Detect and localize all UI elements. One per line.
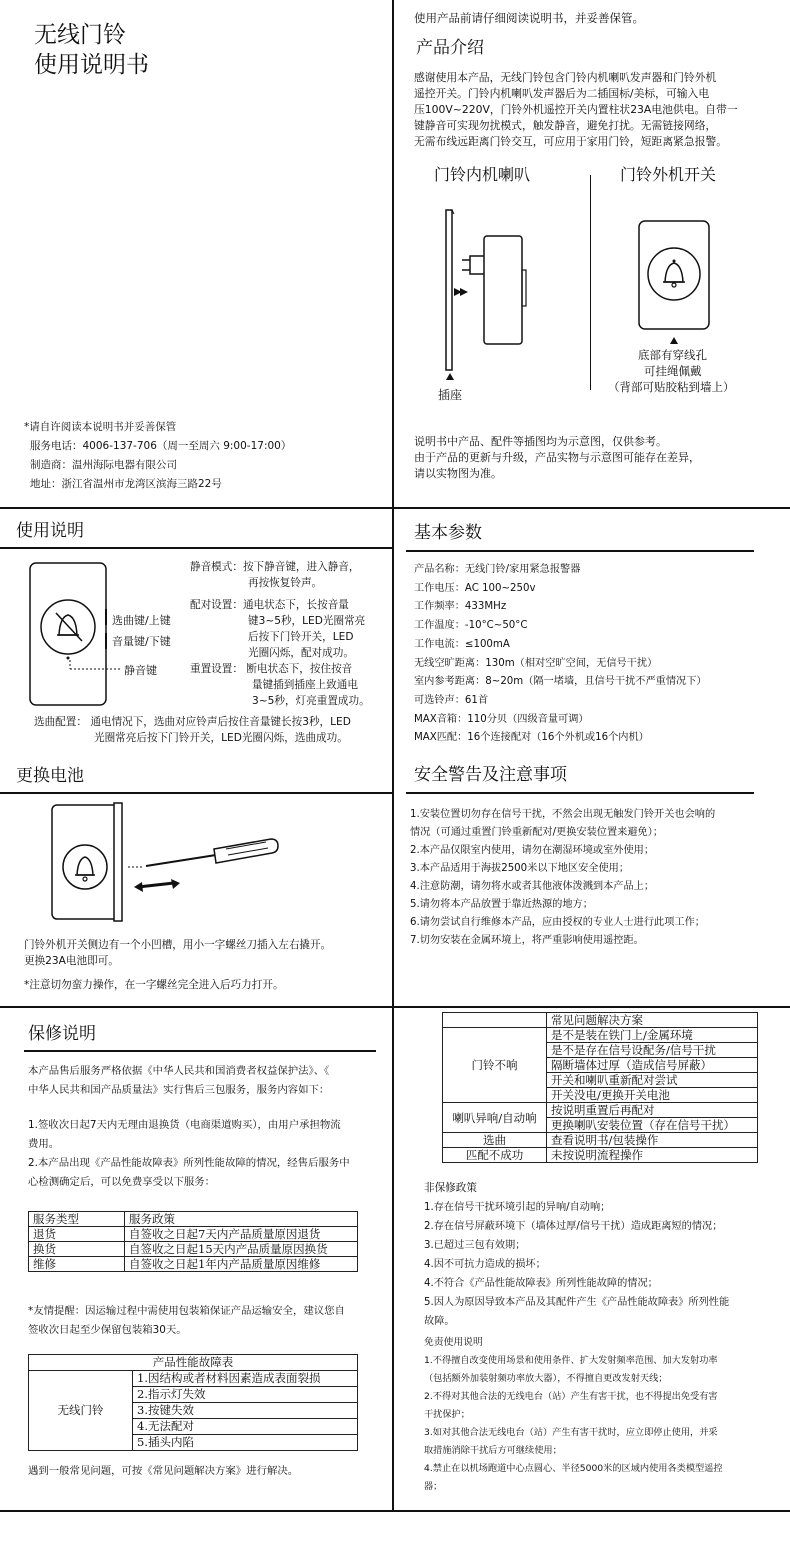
- intro-paragraph: 感谢使用本产品，无线门铃包含门铃内机喇叭发声器和门铃外机 遥控开关。门铃内机喇叭发声器后为二插国标/美标，可输入电 压100V~220V，门铃外机遥控开关内置柱状23A电池供电。自带一 键静音可实现勿扰模式，触发静音，避免打扰。无需链接网络， 无需布线远距离门铃交互，可应用于家用门铃，短距离紧急报警。: [414, 71, 738, 148]
- battery-replace-illustration: [46, 799, 316, 929]
- indoor-speaker-illustration: [424, 200, 544, 380]
- params-panel: [394, 509, 790, 1006]
- cover-service: 服务电话：4006-137-706（周一至周六 9:00-17:00）: [30, 440, 292, 452]
- table-row: 5.插头内陷: [29, 1435, 358, 1451]
- key-mute: 静音键: [124, 664, 157, 677]
- warranty-footer: 遇到一般常见问题，可按《常见问题解决方案》进行解决。: [28, 1465, 299, 1477]
- hole-arrow-icon: [670, 337, 678, 344]
- intro-top-note: 使用产品前请仔细阅读说明书，并妥善保管。: [414, 11, 644, 25]
- cover-maker: 制造商：温州海际电器有限公司: [30, 459, 177, 471]
- service-table-header: 服务类型 服务政策: [29, 1212, 358, 1227]
- faq-table: [442, 1012, 758, 1163]
- label-indoor-unit: 门铃内机喇叭: [434, 165, 531, 184]
- mute-mode-text: 静音模式：按下静音键，进入静音， 再按恢复铃声。: [190, 561, 360, 589]
- key-select-up: 选曲键/上键: [112, 614, 171, 627]
- cover-title-line1: 无线门铃: [34, 22, 126, 48]
- cover-panel: [0, 0, 392, 507]
- table-row: 喇叭异响/自动响 按说明重置后再配对: [443, 1103, 758, 1118]
- usage-heading-rule: [0, 547, 392, 549]
- table-row: 选曲 查看说明书/包装操作: [443, 1133, 758, 1148]
- intro-panel: [394, 0, 790, 507]
- fault-table-category: 无线门铃: [29, 1371, 133, 1451]
- hole-line2: 可挂绳佩戴: [644, 364, 702, 378]
- battery-heading-rule: [0, 792, 392, 794]
- table-row: 更换喇叭安装位置（存在信号干扰）: [443, 1118, 758, 1133]
- select-config-text: 选曲配置： 通电情况下，选曲对应铃声后按住音量键长按3秒，LED 光圈常亮后按下门铃开关，LED光圈闪烁，选曲成功。: [34, 716, 351, 744]
- nonwarranty-heading: 非保修政策: [424, 1182, 477, 1194]
- outdoor-switch-illustration: [634, 218, 714, 333]
- divider-vertical: [590, 175, 591, 390]
- warranty-tip: *友情提醒：因运输过程中需使用包装箱保证产品运输安全，建议您自 签收次日起至少保留包装箱30天。: [28, 1305, 345, 1336]
- table-row: 开关和喇叭重新配对尝试: [443, 1073, 758, 1088]
- row-divider-3: [0, 1510, 790, 1512]
- table-row: 隔断墙体过厚（造成信号屏蔽）: [443, 1058, 758, 1073]
- table-row: 维修 自签收之日起1年内产品质量原因维修: [29, 1257, 358, 1272]
- nonwarranty-list: 1.存在信号干扰环境引起的异响/自动响； 2.存在信号屏蔽环境下（墙体过厚/信号干扰）造成距离短的情况； 3.已超过三包有效期； 4.因不可抗力造成的损坏； 4.不符合《产品性能故障表》所列性能故障的情况； 5.因人为原因导致本产品及其配件产生《产品性能故障表》所列性能 故障。: [424, 1202, 730, 1327]
- faq-problem: 门铃不响: [443, 1028, 547, 1103]
- table-row: 门铃不响 是不是装在铁门上/金属环境: [443, 1028, 758, 1043]
- cover-address: 地址：浙江省温州市龙湾区滨海三路22号: [30, 478, 222, 490]
- warranty-heading: 保修说明: [28, 1024, 96, 1044]
- key-volume-down: 音量键/下键: [112, 635, 171, 648]
- safety-heading: 安全警告及注意事项: [414, 765, 567, 785]
- warranty-para2: 1.签收次日起7天内无理由退换货（电商渠道购买），由用户承担物流 费用。 2.本产品出现《产品性能故障表》所列性能故障的情况，经售后服务中 心检测确定后，可以免费享受以下服务：: [28, 1119, 350, 1188]
- free-list: 1.不得擅自改变使用场景和使用条件、扩大发射频率范围、加大发射功率 （包括额外加装射频功率放大器），不得擅自更改发射天线； 2.不得对其他合法的无线电台（站）产生有害干扰，也不得提出免受有害 干扰保护； 3.如对其他合法无线电台（站）产生有害干扰时，应立即停止使用，并采 取措施消除干扰后方可继续使用； 4.禁止在以机场跑道中心点圆心、半径5000米的区域内使用各类模型遥控 器；: [424, 1355, 723, 1492]
- fault-table-title: 产品性能故障表: [29, 1355, 358, 1371]
- warranty-heading-rule: [24, 1050, 376, 1052]
- warranty-panel: [0, 1008, 392, 1510]
- faq-problem: 喇叭异响/自动响: [443, 1103, 547, 1133]
- table-row: 匹配不成功 未按说明流程操作: [443, 1148, 758, 1163]
- params-heading-rule: [406, 550, 754, 552]
- table-row: 4.无法配对: [29, 1419, 358, 1435]
- warranty-para1: 本产品售后服务严格依据《中华人民共和国消费者权益保护法》、《 中华人民共和国产品质量法》实行售后三包服务，服务内容如下：: [28, 1065, 330, 1096]
- table-row: 2.指示灯失效: [29, 1387, 358, 1403]
- table-row: 无线门铃 1.因结构或者材料因素造成表面裂损: [29, 1371, 358, 1387]
- fault-table: [28, 1354, 358, 1451]
- battery-note: 门铃外机开关侧边有一个小凹槽，用小一字螺丝刀插入左右撬开。 更换23A电池即可。: [24, 939, 332, 967]
- usage-panel: [0, 509, 392, 1006]
- faq-table-header: 常见问题解决方案: [547, 1013, 758, 1028]
- faq-problem: 匹配不成功: [443, 1148, 547, 1163]
- table-row: 3.按键失效: [29, 1403, 358, 1419]
- free-heading: 免责使用说明: [424, 1337, 483, 1348]
- pair-mode-text: 配对设置：通电状态下，长按音量 键3~5秒，LED光圈常亮 后按下门铃开关，LED 光圈闪烁，配对成功。: [190, 599, 366, 659]
- socket-arrow-icon: [446, 373, 454, 380]
- usage-heading: 使用说明: [16, 521, 84, 541]
- hole-line3: （背部可贴胶粘到墙上）: [608, 380, 735, 394]
- reset-mode-text: 重置设置： 断电状态下，按住按音 量键插到插座上致通电 3~5秒，灯亮重置成功。: [190, 663, 370, 707]
- intro-disclaimer: 说明书中产品、配件等插图均为示意图，仅供参考。 由于产品的更新与升级，产品实物与示意图可能存在差异， 请以实物图为准。: [414, 435, 700, 480]
- label-outdoor-unit: 门铃外机开关: [620, 165, 717, 184]
- table-row: 是不是存在信号设配务/信号干扰: [443, 1043, 758, 1058]
- safety-heading-rule: [406, 792, 754, 794]
- table-row: 换货 自签收之日起15天内产品质量原因换货: [29, 1242, 358, 1257]
- table-row: 退货 自签收之日起7天内产品质量原因退货: [29, 1227, 358, 1242]
- hole-line1: 底部有穿线孔: [638, 348, 707, 362]
- faq-problem: 选曲: [443, 1133, 547, 1148]
- cover-title-line2: 使用说明书: [34, 52, 149, 78]
- socket-label: 插座: [438, 388, 463, 402]
- table-row: 开关没电/更换开关电池: [443, 1088, 758, 1103]
- cover-notice: *请自许阅读本说明书并妥善保管: [24, 421, 177, 433]
- service-table: [28, 1211, 358, 1272]
- intro-heading: 产品介绍: [416, 38, 484, 58]
- faq-panel: [394, 1008, 790, 1510]
- params-heading: 基本参数: [414, 523, 482, 543]
- battery-warning: *注意切勿蛮力操作，在一字螺丝完全进入后巧力打开。: [24, 979, 284, 991]
- safety-list: 1.安装位置切勿存在信号干扰，不然会出现无触发门铃开关也会响的 情况（可通过重置门铃重新配对/更换安装位置来避免）； 2.本产品仅限室内使用，请勿在潮湿环境或室外使用； 3.本产品适用于海拔2500米以下地区安全使用； 4.注意防潮，请勿将水或者其他液体泼溅到本产品上； 5.请勿将本产品放置于靠近热源的地方； 6.请勿尝试自行维修本产品，应由授权的专业人士进行此项工作； 7.切勿安装在金属环境上，将严重影响使用遥控距。: [410, 809, 716, 946]
- params-list: 产品名称：无线门铃/家用紧急报警器 工作电压：AC 100~250v 工作频率：433MHz 工作温度：-10°C~50°C 工作电流：≤100mA 无线空旷距离：130m（相对空旷空间，无信号干扰） 室内参考距离：8~20m（隔一堵墙，且信号干扰不严重情况下） 可选铃声：61首 MAX音箱：110分贝（四级音量可调） MAX匹配：16个连接配对（16个外机或16个内机）: [414, 564, 707, 744]
- battery-heading: 更换电池: [16, 766, 84, 786]
